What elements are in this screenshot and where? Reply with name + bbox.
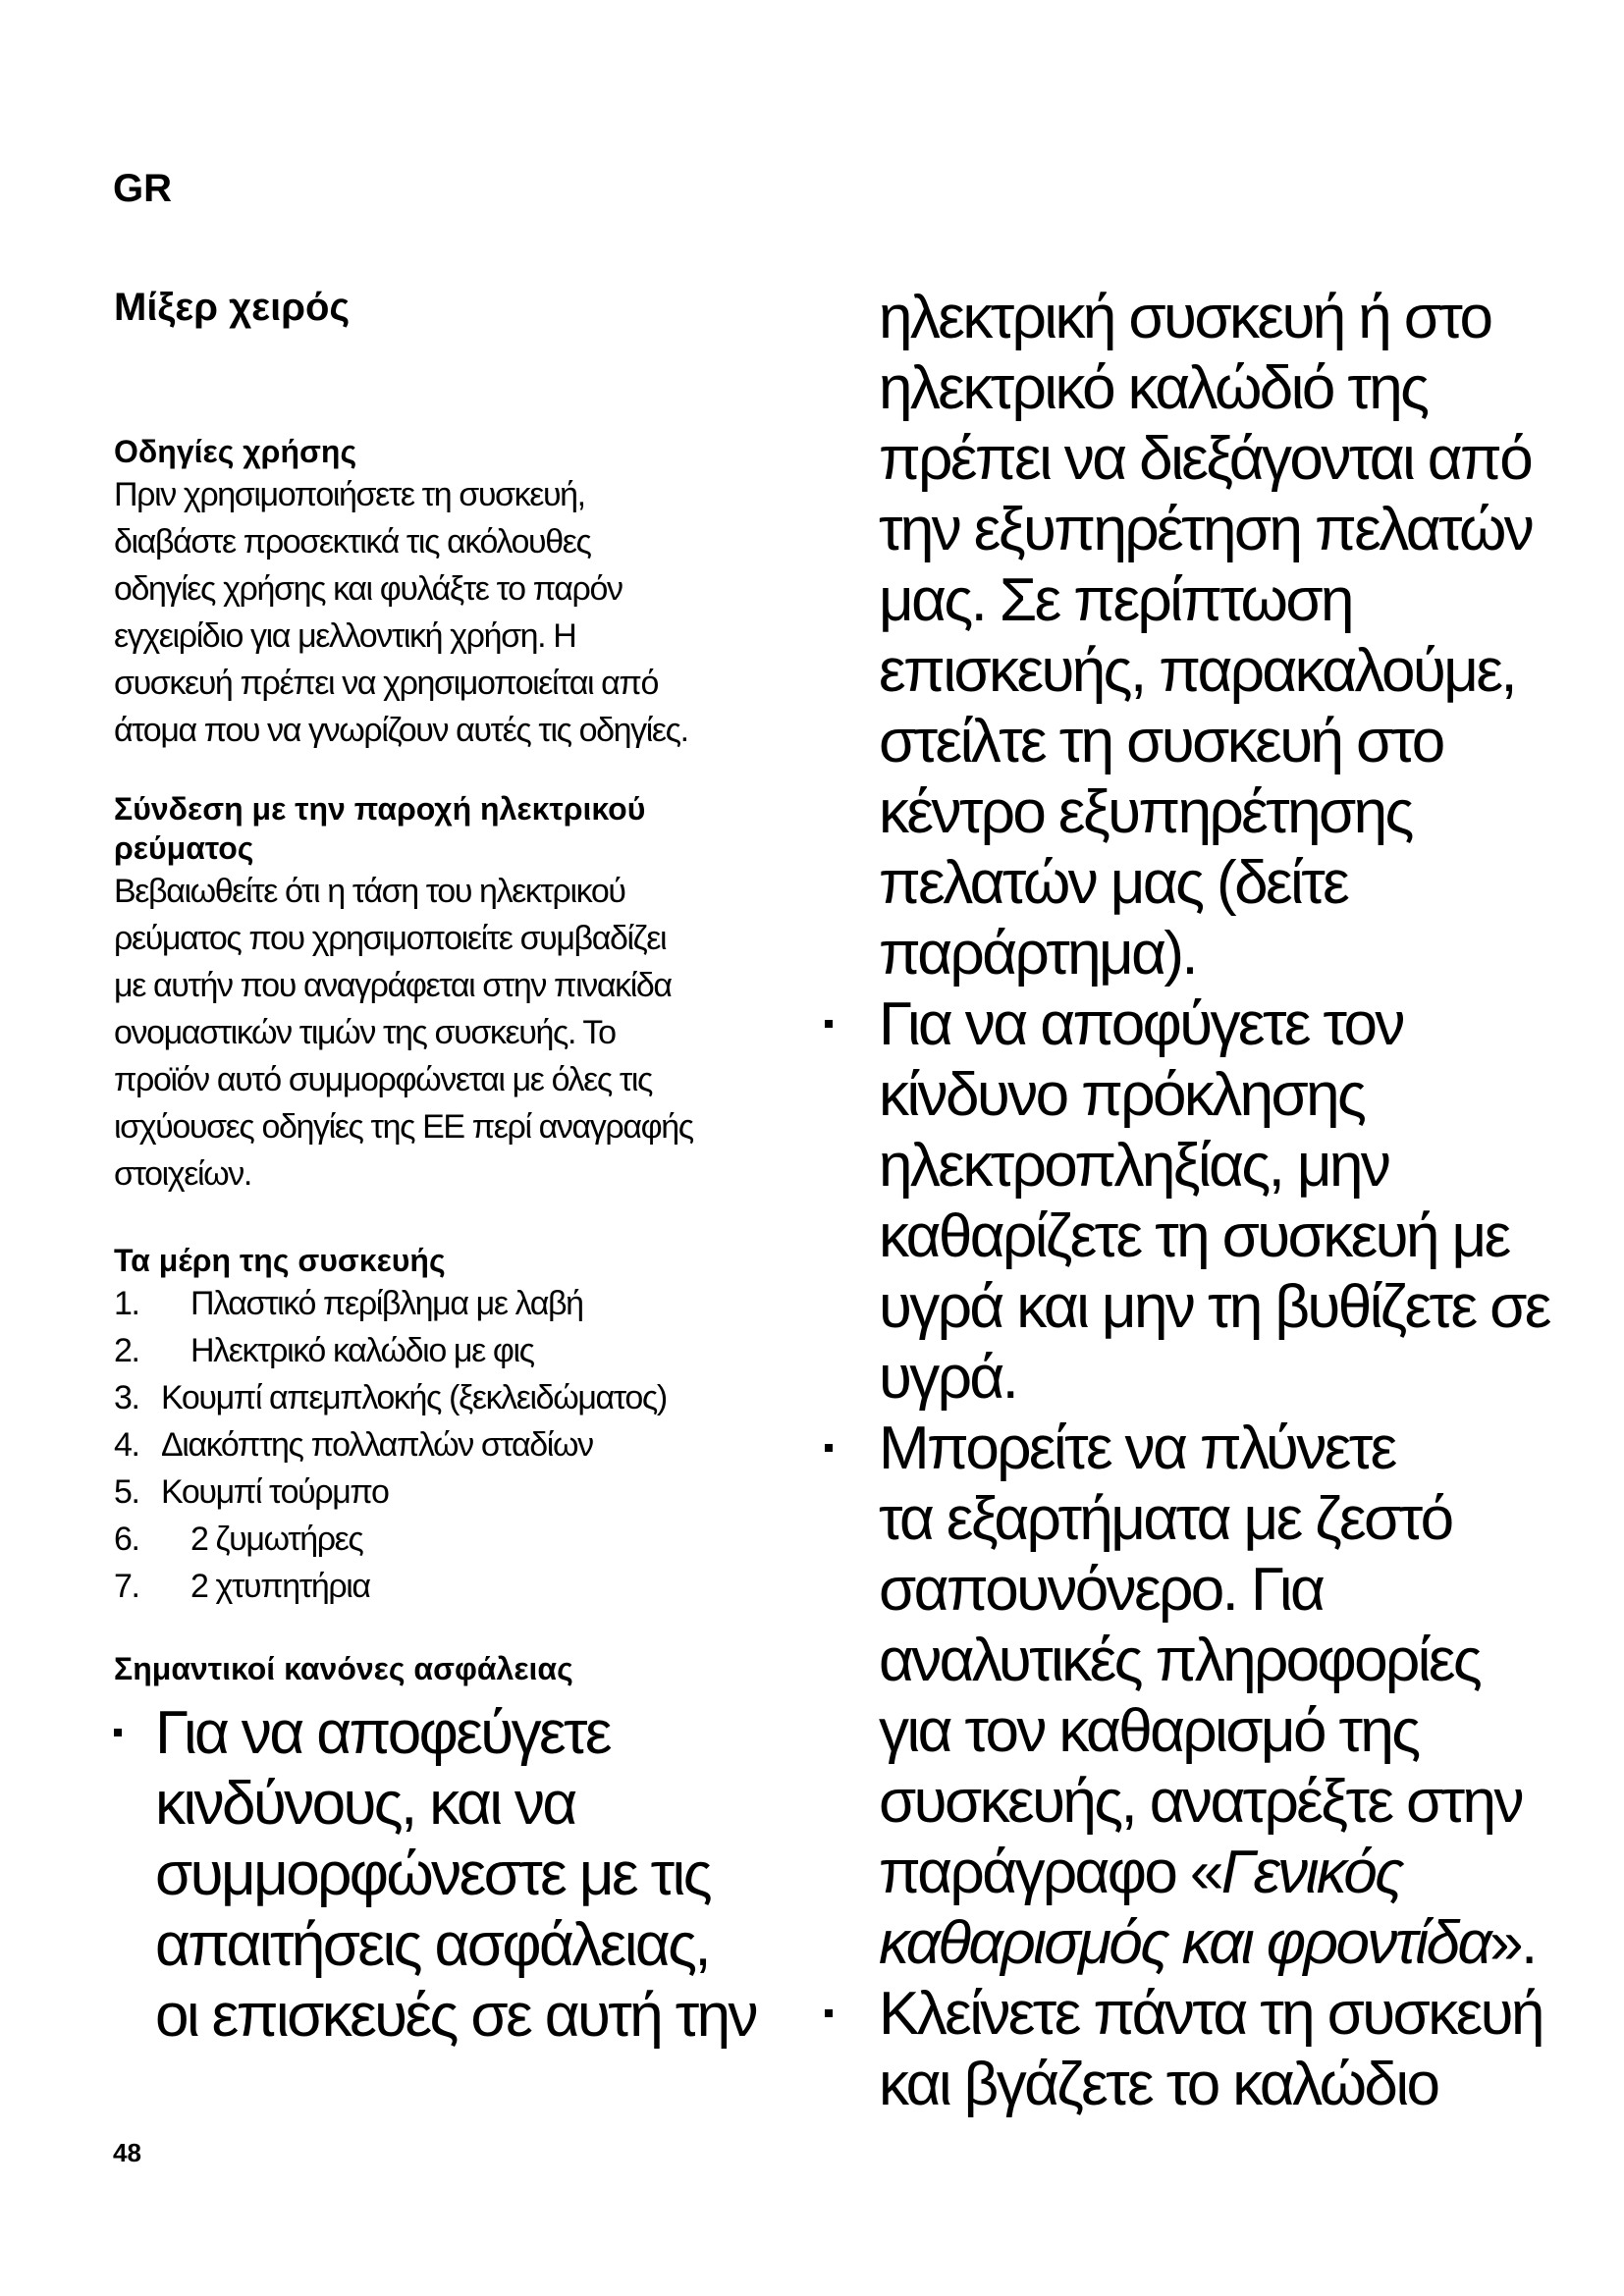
reference-title-part-2: καθαρισμός και φροντίδα <box>879 1909 1490 1977</box>
item-text: 2 ζυμωτήρες <box>190 1521 363 1558</box>
item-text: Πλαστικό περίβλημα με λαβή <box>190 1285 583 1322</box>
item-text: Διακόπτης πολλαπλών σταδίων <box>161 1426 593 1464</box>
text-line: υγρά. <box>879 1344 1017 1412</box>
usage-text <box>114 471 801 754</box>
reference-suffix: ». <box>1489 1909 1536 1977</box>
item-text: 2 χτυπητήρια <box>190 1568 370 1605</box>
text-line: την εξυπηρέτηση πελατών <box>879 496 1533 563</box>
power-text <box>114 868 801 1198</box>
bullet-marker <box>825 1020 833 1028</box>
text-line: ονομαστικών τιμών της συσκευής. Το <box>114 1014 616 1051</box>
text-line: ηλεκτρικό καλώδιό της <box>879 354 1428 422</box>
text-line: συμμορφώνεστε με τις <box>155 1841 710 1908</box>
language-code: GR <box>113 167 172 210</box>
text-line: πρέπει να διεξάγονται από <box>879 425 1532 493</box>
text-line: κέντρο εξυπηρέτησης <box>879 778 1412 846</box>
text-line: οι επισκευές σε αυτή την <box>155 1982 756 2050</box>
text-line: Για να αποφύγετε τον <box>879 990 1403 1058</box>
text-line: αναλυτικές πληροφορίες <box>879 1627 1481 1694</box>
text-line: υγρά και μην τη βυθίζετε σε <box>879 1273 1549 1341</box>
item-number: 3. <box>114 1379 139 1416</box>
parts-heading: Τα μέρη της συσκευής <box>114 1243 446 1278</box>
text-line: σαπουνόνερο. Για <box>879 1556 1324 1624</box>
text-line: οδηγίες χρήσης και φυλάξτε το παρόν <box>114 570 623 608</box>
list-item <box>114 1327 801 1374</box>
safety-bullet-unplug <box>805 1979 1543 2120</box>
text-line: κίνδυνο πρόκλησης <box>879 1061 1365 1129</box>
item-text: Κουμπί απεμπλοκής (ξεκλειδώματος) <box>161 1379 667 1416</box>
item-number: 6. <box>114 1521 139 1558</box>
list-item <box>114 1280 801 1327</box>
item-text: Κουμπί τούρμπο <box>161 1473 389 1511</box>
text-line: πελατών μας (δείτε <box>879 849 1348 917</box>
text-line: προϊόν αυτό συμμορφώνεται με όλες τις <box>114 1061 653 1098</box>
reference-prefix: παράγραφο « <box>879 1839 1221 1906</box>
item-number: 5. <box>114 1473 139 1511</box>
text-line: καθαρίζετε τη συσκευή με <box>879 1202 1509 1270</box>
bullet-marker <box>825 1444 833 1452</box>
text-line: Μπορείτε να πλύνετε <box>879 1415 1395 1482</box>
safety-bullet-repairs <box>114 1698 801 2052</box>
text-line: ισχύουσες οδηγίες της ΕΕ περί αναγραφής <box>114 1108 693 1146</box>
text-line: εγχειρίδιο για μελλοντική χρήση. Η <box>114 617 576 655</box>
parts-list <box>114 1280 801 1610</box>
safety-bullet-cleaning <box>805 1414 1536 1979</box>
text-line: απαιτήσεις ασφάλειας, <box>155 1911 710 1979</box>
text-line: Βεβαιωθείτε ότι η τάση του ηλεκτρικού <box>114 873 625 910</box>
bullet-marker <box>825 2009 833 2017</box>
item-number: 1. <box>114 1285 139 1322</box>
bullet-marker <box>114 1729 122 1736</box>
safety-bullet-repairs-continued <box>805 283 1532 989</box>
text-line: επισκευής, παρακαλούμε, <box>879 637 1515 705</box>
safety-section <box>114 1649 801 2052</box>
reference-title-part-1: Γενικός <box>1220 1839 1402 1906</box>
text-line: ηλεκτρική συσκευή ή στο <box>879 284 1491 351</box>
text-line: με αυτήν που αναγράφεται στην πινακίδα <box>114 967 672 1004</box>
left-column <box>114 283 801 2052</box>
text-line: στείλτε τη συσκευή στο <box>879 708 1443 775</box>
item-number: 7. <box>114 1568 139 1605</box>
usage-section <box>114 432 801 754</box>
list-item <box>114 1516 801 1563</box>
usage-heading: Οδηγίες χρήσης <box>114 434 357 469</box>
text-line: διαβάστε προσεκτικά τις ακόλουθες <box>114 523 591 561</box>
text-line: ρεύματος που χρησιμοποιείτε συμβαδίζει <box>114 920 667 957</box>
text-line: Κλείνετε πάντα τη συσκευή <box>879 1980 1543 2048</box>
list-item <box>114 1468 801 1516</box>
heading-line: Σύνδεση με την παροχή ηλεκτρικού <box>114 791 646 827</box>
text-line: Πριν χρησιμοποιήσετε τη συσκευή, <box>114 476 585 513</box>
right-column <box>805 283 1549 2120</box>
text-line: κινδύνους, και να <box>155 1770 575 1838</box>
text-line: Για να αποφεύγετε <box>155 1699 610 1767</box>
text-line: συσκευής, ανατρέξτε στην <box>879 1768 1522 1836</box>
power-section <box>114 789 801 1198</box>
item-number: 2. <box>114 1332 139 1369</box>
text-line: για τον καθαρισμό της <box>879 1697 1419 1765</box>
item-number: 4. <box>114 1426 139 1464</box>
power-heading <box>114 789 801 868</box>
text-line: τα εξαρτήματα με ζεστό <box>879 1485 1452 1553</box>
text-line: συσκευή πρέπει να χρησιμοποιείται από <box>114 665 658 702</box>
heading-line: ρεύματος <box>114 830 254 866</box>
document-title: Μίξερ χειρός <box>114 286 351 329</box>
safety-heading: Σημαντικοί κανόνες ασφάλειας <box>114 1651 573 1686</box>
page-number: 48 <box>113 2138 141 2167</box>
list-item <box>114 1563 801 1610</box>
parts-section <box>114 1241 801 1610</box>
reference-line <box>879 1908 1536 1979</box>
text-line: παράρτημα). <box>879 920 1197 988</box>
text-line: μας. Σε περίπτωση <box>879 566 1352 634</box>
list-item <box>114 1374 801 1421</box>
text-line: ηλεκτροπληξίας, μην <box>879 1132 1389 1200</box>
text-line: στοιχείων. <box>114 1155 251 1193</box>
safety-bullet-electric-shock <box>805 989 1549 1414</box>
reference-line <box>879 1838 1532 1908</box>
list-item <box>114 1421 801 1468</box>
item-text: Ηλεκτρικό καλώδιο με φις <box>190 1332 534 1369</box>
text-line: άτομα που να γνωρίζουν αυτές τις οδηγίες. <box>114 712 688 749</box>
text-line: και βγάζετε το καλώδιο <box>879 2051 1438 2118</box>
